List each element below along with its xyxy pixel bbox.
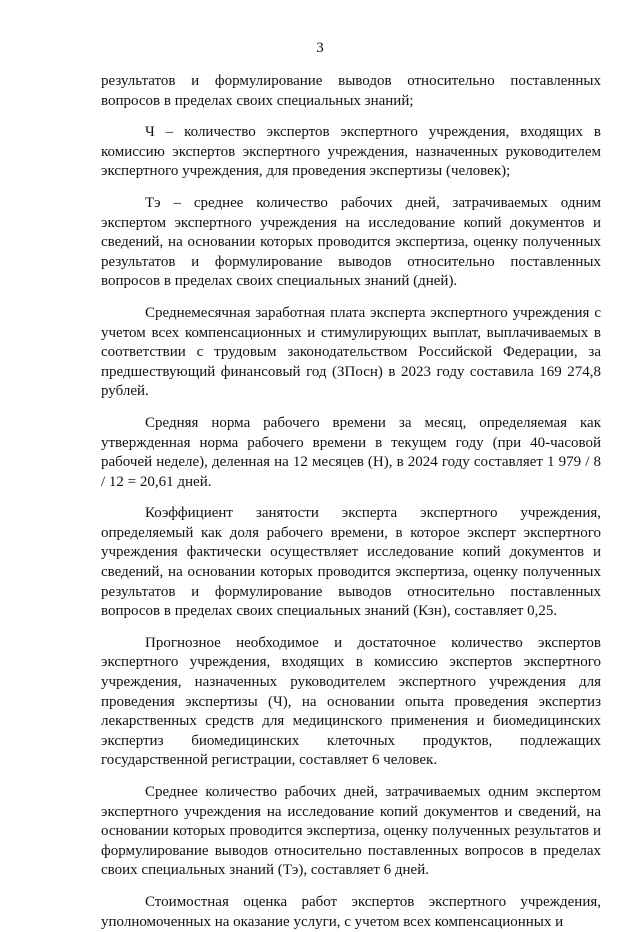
document-body [101,72,601,932]
paragraph-continuation: результатов и формулирование выводов относительно поставленных вопросов в пределах своих специальных знаний; [101,73,601,109]
paragraph-average-days: Среднее количество рабочих дней, затрачиваемых одним экспертом экспертного учреждения на исследование копий документов и сведений, на основании которых проводится экспертиза, оценку полученных результатов и формулирование выводов относительно поставленных вопросов в пределах своих специальных знаний (Тэ), составляет 6 дней. [101,784,601,879]
paragraph-definition-ch: Ч – количество экспертов экспертного учреждения, входящих в комиссию экспертов экспертного учреждения, назначенных руководителем экспертного учреждения, для проведения экспертизы (человек); [101,124,601,180]
paragraph-employment-coefficient: Коэффициент занятости эксперта экспертного учреждения, определяемый как доля рабочего времени, в которое эксперт экспертного учреждения фактически осуществляет исследование копий документов и сведений, на основании которых проводится экспертиза, оценку полученных результатов и формулирование выводов относительно поставленных вопросов в пределах своих специальных знаний (Кзн), составляет 0,25. [101,505,601,620]
paragraph-definition-te: Тэ – среднее количество рабочих дней, затрачиваемых одним экспертом экспертного учреждения на исследование копий документов и сведений, на основании которых проводится экспертиза, оценку полученных результатов и формулирование выводов относительно поставленных вопросов в пределах своих специальных знаний (дней). [101,194,601,290]
paragraph-average-salary: Среднемесячная заработная плата эксперта экспертного учреждения с учетом всех компенсационных и стимулирующих выплат, выплачиваемых в соответствии с трудовым законодательством Российской Федерации, за предшествующий финансовый год (ЗПосн) в 2023 году составила 169 274,8 рублей. [101,304,601,400]
paragraph-working-time-norm: Средняя норма рабочего времени за месяц, определяемая как утвержденная норма рабочего времени в текущем году (при 40-часовой рабочей неделе), деленная на 12 месяцев (Н), в 2024 году составляет 1 979 / 8 / 12 = 20,61 дней. [101,414,601,490]
paragraph-cost-estimate: Стоимостная оценка работ экспертов экспертного учреждения, уполномоченных на оказание услуги, с учетом всех компенсационных и [101,893,601,930]
paragraph-experts-count: Прогнозное необходимое и достаточное количество экспертов экспертного учреждения, входящих в комиссию экспертов экспертного учреждения, назначенных руководителем экспертного учреждения для проведения экспертизы (Ч), на основании опыта проведения экспертиз лекарственных средств для медицинского применения и биомедицинских экспертиз биомедицинских клеточных продуктов, подлежащих государственной регистрации, составляет 6 человек. [101,634,601,769]
page-number: 3 [316,40,324,56]
